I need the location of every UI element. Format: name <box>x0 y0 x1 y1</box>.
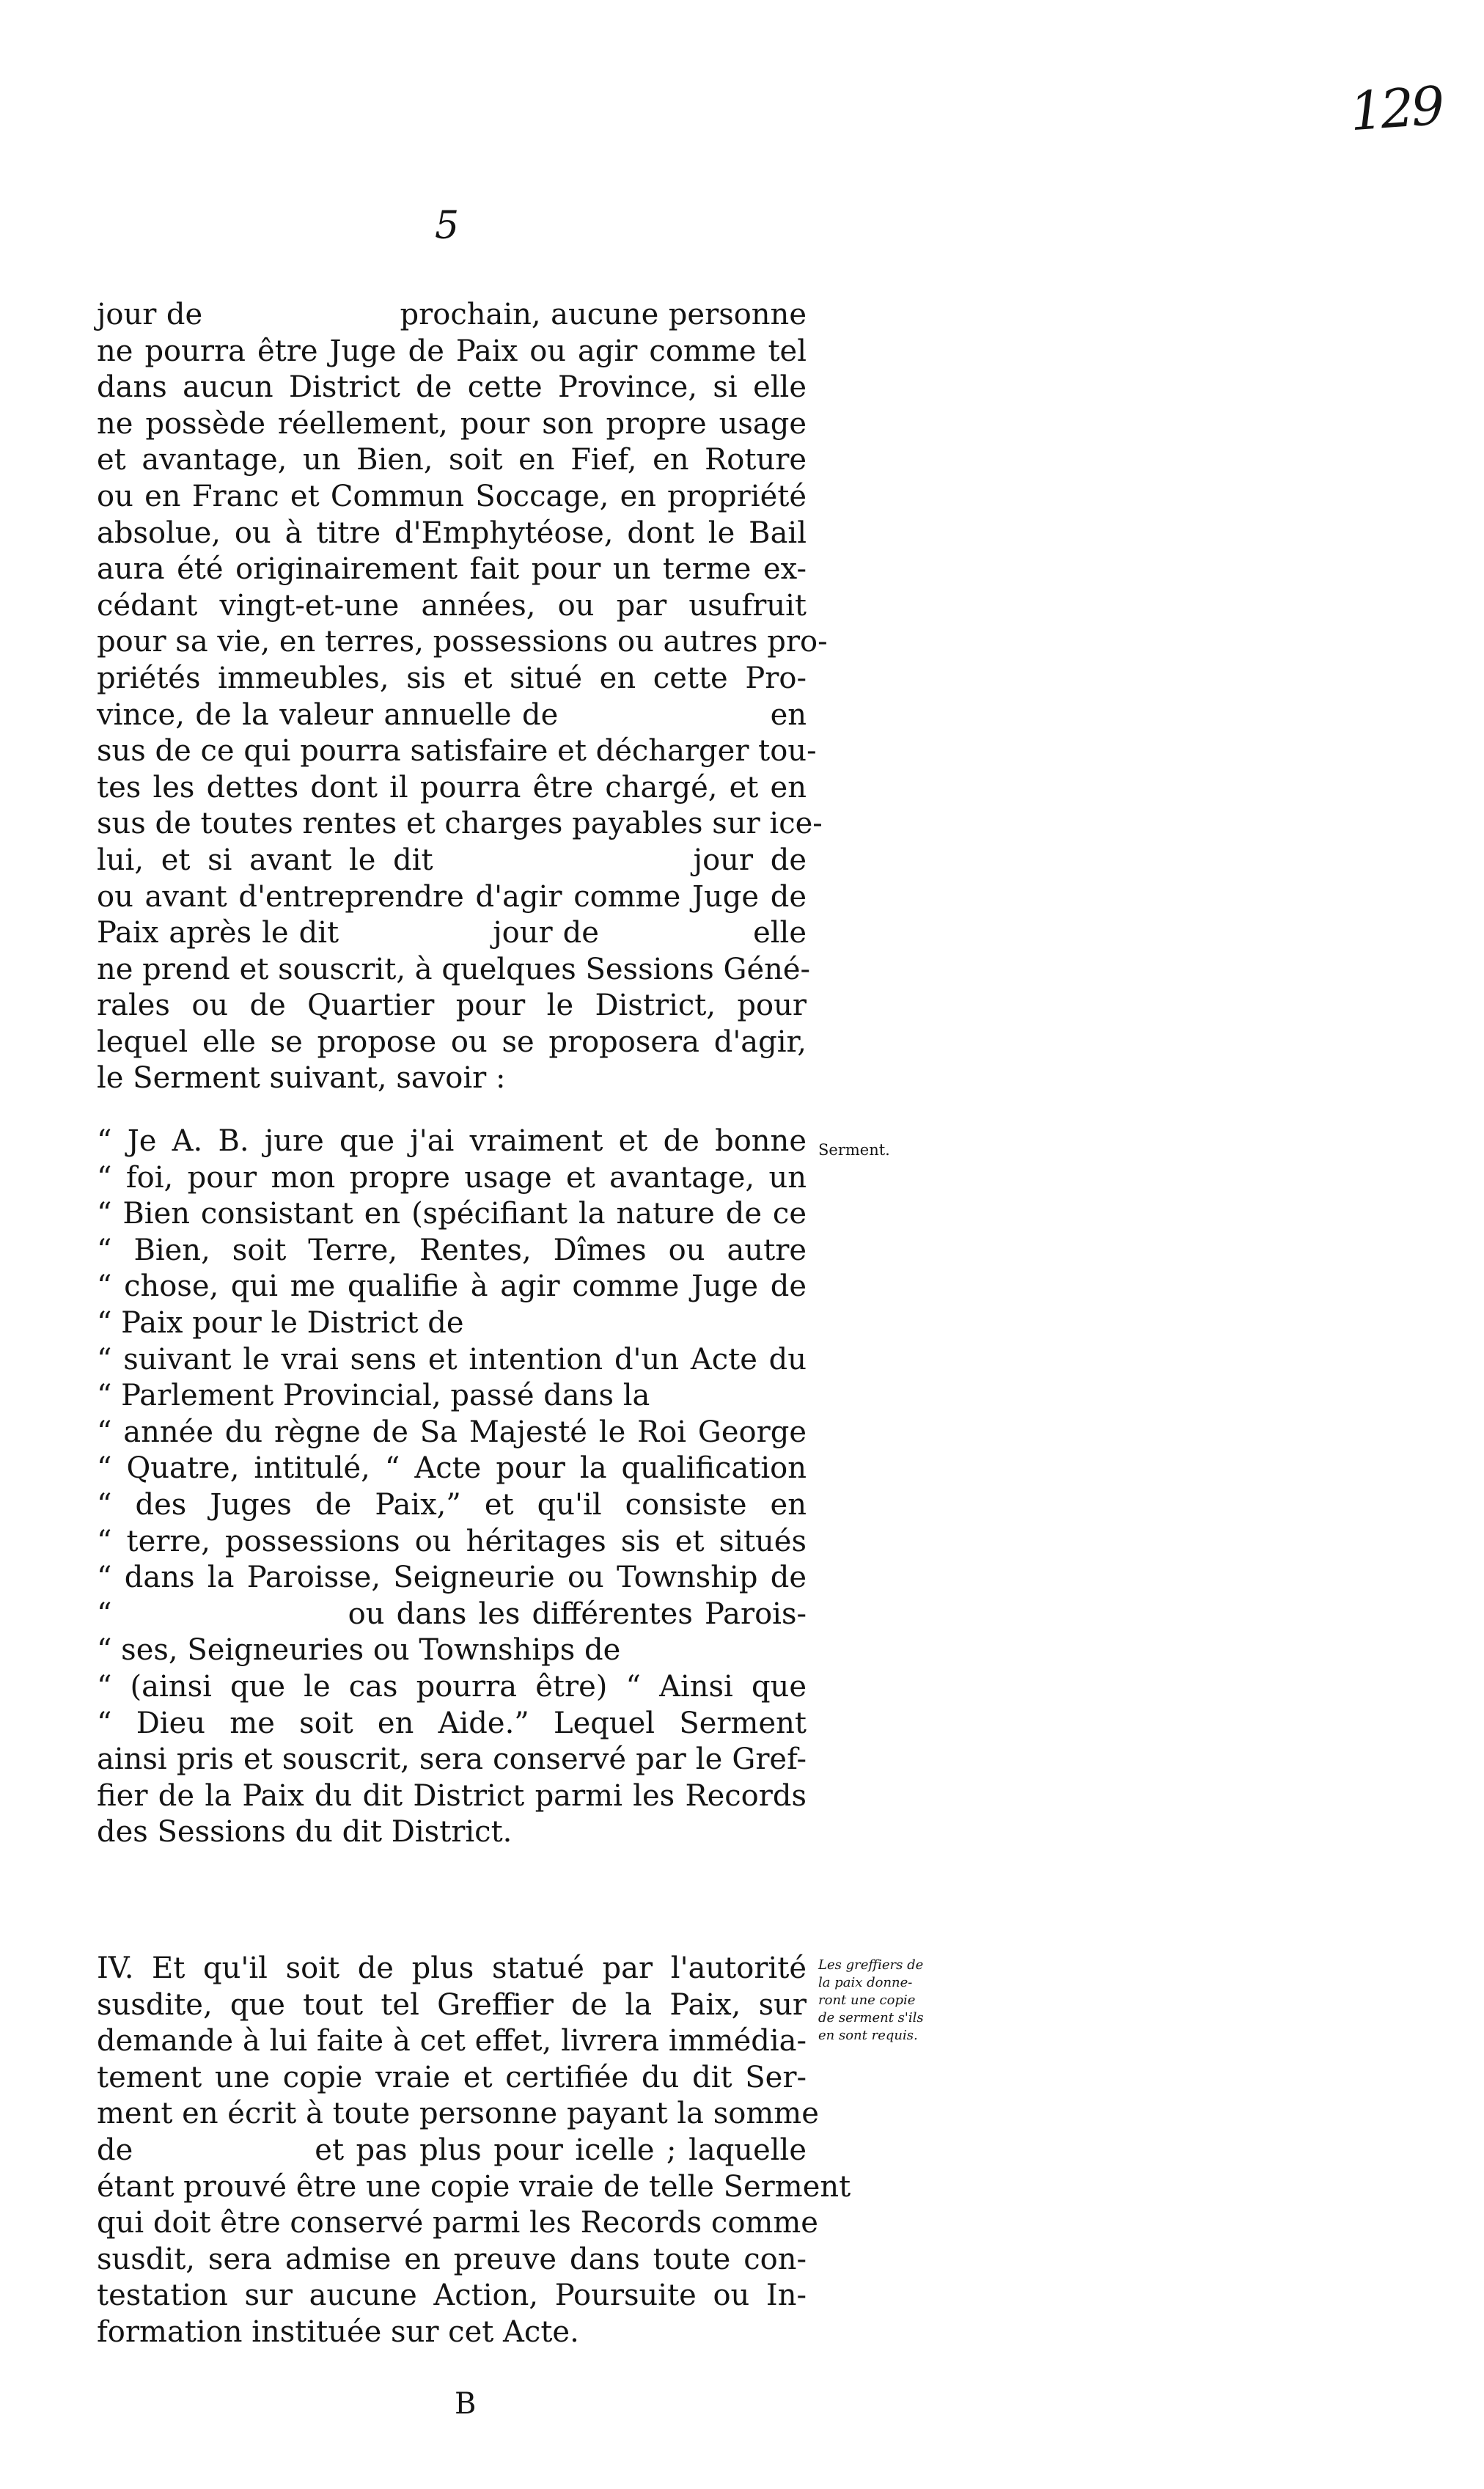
text-line: “ dans la Paroisse, Seigneurie ou Township de <box>97 1561 807 1595</box>
text-line: et avantage, un Bien, soit en Fief, en Roture <box>97 443 807 477</box>
text-line: “ chose, qui me qualifie à agir comme Juge de <box>97 1269 807 1304</box>
text-line: rales ou de Quartier pour le District, pour <box>97 989 807 1023</box>
margin-note-line: la paix donne- <box>818 1975 913 1990</box>
text-line: ne pourra être Juge de Paix ou agir comme tel <box>97 334 807 368</box>
paragraph-section-iv <box>97 1951 851 2351</box>
text-line: ne possède réellement, pour son propre usage <box>97 406 807 441</box>
text-line: sus de ce qui pourra satisfaire et décharger tou- <box>97 734 817 769</box>
margin-note-line: de serment s'ils <box>818 2010 924 2026</box>
text-line: demande à lui faite à cet effet, livrera immédia- <box>97 2024 807 2059</box>
text-line: “ foi, pour mon propre usage et avantage, un <box>97 1160 807 1195</box>
text-line: “ Je A. B. jure que j'ai vraiment et de bonne <box>97 1124 807 1158</box>
text-line: jour de prochain, aucune personne <box>97 298 807 331</box>
text-line: absolue, ou à titre d'Emphytéose, dont le Bail <box>97 516 807 550</box>
margin-note-line: Serment. <box>818 1141 890 1159</box>
text-line: testation sur aucune Action, Poursuite ou In- <box>97 2279 807 2313</box>
text-line: fier de la Paix du dit District parmi les Records <box>97 1778 807 1813</box>
text-line: “ ou dans les différentes Parois- <box>97 1597 807 1631</box>
text-line: “ Parlement Provincial, passé dans la <box>97 1379 650 1413</box>
text-line: lequel elle se propose ou se proposera d'agir, <box>97 1024 807 1059</box>
text-line: “ Dieu me soit en Aide.” Lequel Serment <box>97 1706 807 1740</box>
text-line: ne prend et souscrit, à quelques Sessions Géné- <box>97 952 811 986</box>
page-number: 5 <box>435 204 460 248</box>
text-line: “ Bien, soit Terre, Rentes, Dîmes ou autre <box>97 1233 807 1267</box>
margin-note-line: Les greffiers de <box>818 1957 924 1973</box>
margin-note-line: en sont requis. <box>818 2028 918 2043</box>
paragraph-qualification <box>97 297 828 1097</box>
text-line: “ terre, possessions ou héritages sis et situés <box>97 1524 807 1558</box>
text-line: aura été originairement fait pour un terme ex- <box>97 552 807 587</box>
text-line: Paix après le dit jour de elle <box>97 916 807 950</box>
margin-note-greffiers <box>818 1957 972 2045</box>
text-line: des Sessions du dit District. <box>97 1815 513 1850</box>
text-line: “ Bien consistant en (spécifiant la nature de ce <box>97 1197 807 1231</box>
text-line: lui, et si avant le dit jour de <box>97 843 807 877</box>
text-line: priétés immeubles, sis et situé en cette Pro- <box>97 661 807 695</box>
text-line: formation instituée sur cet Acte. <box>97 2314 579 2349</box>
text-line: dans aucun District de cette Province, si elle <box>97 370 807 405</box>
text-line: IV. Et qu'il soit de plus statué par l'autorité <box>97 1951 807 1985</box>
text-line: tes les dettes dont il pourra être chargé, et en <box>97 770 807 804</box>
text-line: “ suivant le vrai sens et intention d'un Acte du <box>97 1342 807 1377</box>
text-line: qui doit être conservé parmi les Records comme <box>97 2206 818 2240</box>
text-line: vince, de la valeur annuelle de en <box>97 697 807 732</box>
signature-mark: B <box>455 2387 477 2421</box>
text-line: étant prouvé être une copie vraie de telle Serment <box>97 2169 851 2204</box>
text-line: susdit, sera admise en preuve dans toute con- <box>97 2242 807 2276</box>
text-line: “ des Juges de Paix,” et qu'il consiste en <box>97 1487 807 1522</box>
text-line: tement une copie vraie et certifiée du dit Ser- <box>97 2060 807 2094</box>
text-line: “ (ainsi que le cas pourra être) “ Ainsi que <box>97 1669 807 1704</box>
text-line: sus de toutes rentes et charges payables sur ice- <box>97 807 823 841</box>
text-line: susdite, que tout tel Greffier de la Paix, sur <box>97 1987 807 2022</box>
text-line: ou avant d'entreprendre d'agir comme Juge de <box>97 879 807 914</box>
text-line: cédant vingt-et-une années, ou par usufruit <box>97 588 807 623</box>
text-line: ment en écrit à toute personne payant la somme <box>97 2097 819 2131</box>
text-line: ainsi pris et souscrit, sera conservé par le Gref- <box>97 1742 807 1777</box>
folio-number: 129 <box>1347 74 1444 143</box>
text-line: de et pas plus pour icelle ; laquelle <box>97 2133 807 2167</box>
text-line: le Serment suivant, savoir : <box>97 1061 506 1096</box>
margin-note-line: ront une copie <box>818 1993 916 2008</box>
text-line: pour sa vie, en terres, possessions ou autres pro- <box>97 625 828 659</box>
paragraph-oath <box>97 1123 807 1851</box>
text-line: “ Paix pour le District de <box>97 1305 464 1340</box>
text-line: ou en Franc et Commun Soccage, en propriété <box>97 479 807 513</box>
text-line: “ ses, Seigneuries ou Townships de <box>97 1633 621 1668</box>
text-line: “ Quatre, intitulé, “ Acte pour la qualification <box>97 1451 807 1486</box>
margin-note-serment <box>818 1141 972 1159</box>
text-line: “ année du règne de Sa Majesté le Roi George <box>97 1415 807 1449</box>
